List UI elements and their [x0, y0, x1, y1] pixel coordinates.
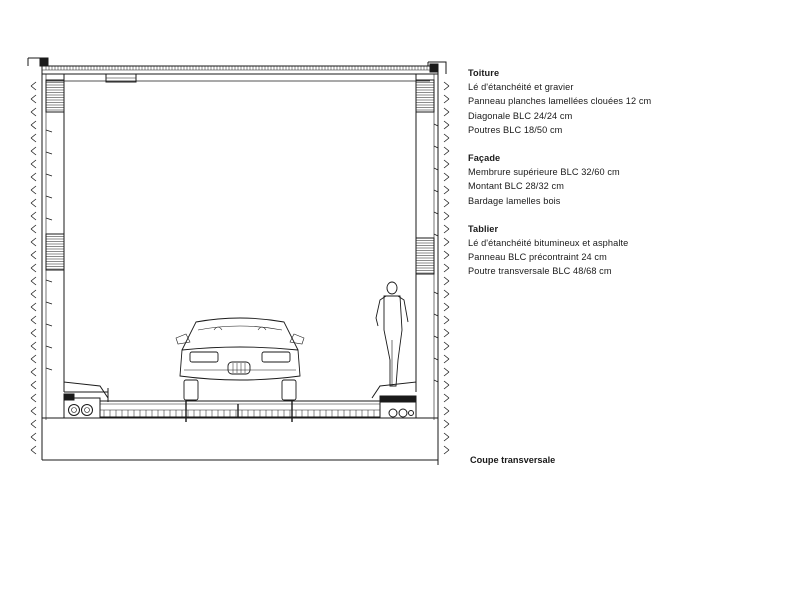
legend-item: Diagonale BLC 24/24 cm [468, 110, 573, 121]
legend [468, 66, 788, 293]
legend-item: Bardage lamelles bois [468, 195, 561, 206]
left-post-mid [46, 234, 64, 270]
left-exterior-marks [31, 82, 36, 454]
legend-group-deck [468, 222, 788, 279]
legend-item: Montant BLC 28/32 cm [468, 181, 564, 192]
car-grille [228, 362, 250, 374]
right-post-mid [416, 238, 434, 274]
roof-gravel-hatch [46, 66, 433, 70]
left-facade [42, 66, 64, 460]
legend-heading-roof: Toiture [468, 68, 500, 78]
right-duct [389, 409, 397, 417]
left-duct [69, 405, 80, 416]
legend-item: Poutres BLC 18/50 cm [468, 124, 563, 135]
right-cladding-marks [434, 124, 438, 382]
legend-heading-facade: Façade [468, 153, 501, 164]
right-exterior-marks [444, 82, 449, 454]
drawing-caption: Coupe transversale [470, 455, 556, 465]
legend-item: Poutre transversale BLC 48/68 cm [468, 266, 612, 277]
legend-item: Panneau planches lamellées clouées 12 cm [468, 96, 652, 107]
legend-group-facade [468, 151, 788, 208]
left-cladding-marks [46, 130, 52, 370]
right-facade [416, 66, 438, 465]
legend-item: Membrure supérieure BLC 32/60 cm [468, 167, 620, 178]
human-figure [376, 282, 408, 386]
legend-item: Lé d'étanchéité et gravier [468, 82, 574, 93]
legend-heading-deck: Tablier [468, 223, 499, 234]
roof-structure [28, 58, 446, 82]
car-front-view [176, 318, 304, 400]
legend-item: Lé d'étanchéité bitumineux et asphalte [468, 238, 629, 249]
legend-group-roof [468, 66, 788, 137]
legend-item: Panneau BLC précontraint 24 cm [468, 252, 607, 263]
deck-structure [42, 382, 438, 460]
